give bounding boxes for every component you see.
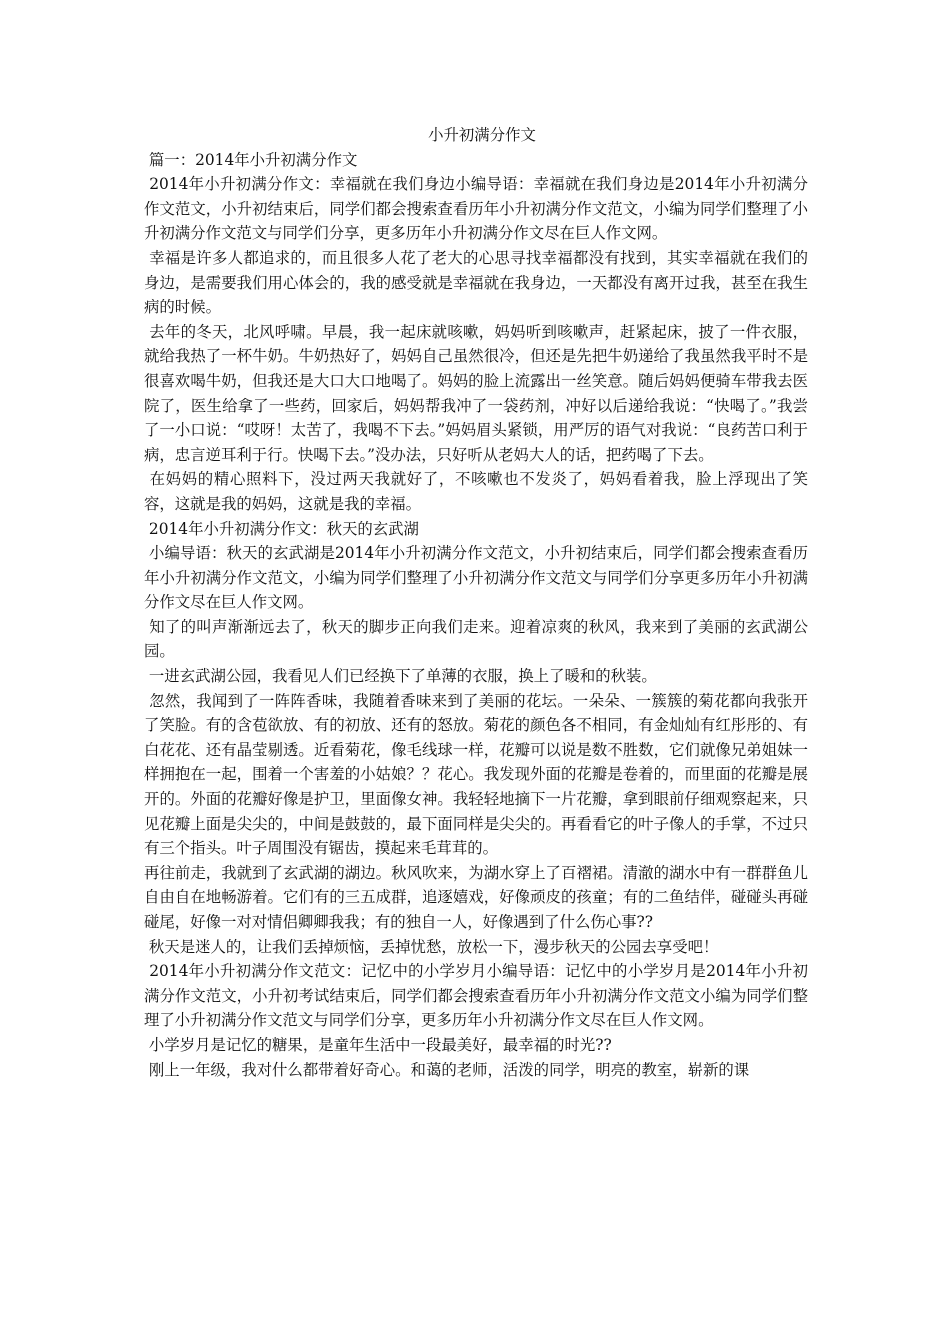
paragraph: 秋天是迷人的，让我们丢掉烦恼，丢掉忧愁，放松一下，漫步秋天的公园去享受吧！ (144, 937, 719, 956)
paragraph: 2014年小升初满分作文：秋天的玄武湖 (144, 519, 419, 538)
paragraph: 幸福是许多人都追求的，而且很多人花了老大的心思寻找幸福都没有找到，其实幸福就在我们的身边，是需要我们用心体会的，我的感受就是幸福就在我身边，一天都没有离开过我，甚至在我生病的时候。 (144, 248, 808, 317)
paragraph: 去年的冬天，北风呼啸。早晨，我一起床就咳嗽，妈妈听到咳嗽声，赶紧起床，披了一件衣服，就给我热了一杯牛奶。牛奶热好了，妈妈自己虽然很冷，但还是先把牛奶递给了我虽然我平时不是很喜欢喝牛奶，但我还是大口大口地喝了。妈妈的脸上流露出一丝笑意。随后妈妈便骑车带我去医院了，医生给拿了一些药，回家后，妈妈帮我冲了一袋药剂，冲好以后递给我说：“快喝了。”我尝了一小口说：“哎呀！太苦了，我喝不下去。”妈妈眉头紧锁，用严厉的语气对我说：“良药苦口利于病，忠言逆耳利于行。快喝下去。”没办法，只好听从老妈大人的话，把药喝了下去。 (144, 322, 808, 464)
paragraph: 小编导语：秋天的玄武湖是2014年小升初满分作文范文，小升初结束后，同学们都会搜索查看历年小升初满分作文范文，小编为同学们整理了小升初满分作文范文与同学们分享更多历年小升初满分作文尽在巨人作文网。 (144, 544, 808, 612)
document-title: 小升初满分作文 (428, 126, 536, 144)
paragraph: 2014年小升初满分作文：幸福就在我们身边小编导语：幸福就在我们身边是2014年小升初满分作文范文，小升初结束后，同学们都会搜索查看历年小升初满分作文范文，小编为同学们整理了小升初满分作文范文与同学们分享，更多历年小升初满分作文尽在巨人作文网。 (144, 175, 808, 243)
paragraph: 忽然，我闻到了一阵阵香味，我随着香味来到了美丽的花坛。一朵朵、一簇簇的菊花都向我张开了笑脸。有的含苞欲放、有的初放、还有的怒放。菊花的颜色各不相同，有金灿灿有红彤彤的、有白花花、还有晶莹剔透。近看菊花，像毛线球一样，花瓣可以说是数不胜数，它们就像兄弟姐妹一样拥抱在一起，围着一个害羞的小姑娘？？花心。我发现外面的花瓣是卷着的，而里面的花瓣是展开的。外面的花瓣好像是护卫，里面像女神。我轻轻地摘下一片花瓣，拿到眼前仔细观察起来，只见花瓣上面是尖尖的，中间是鼓鼓的，最下面同样是尖尖的。再看看它的叶子像人的手掌，不过只有三个指头。叶子周围没有锯齿，摸起来毛茸茸的。 (144, 691, 808, 858)
paragraph: 再往前走，我就到了玄武湖的湖边。秋风吹来，为湖水穿上了百褶裙。清澈的湖水中有一群群鱼儿自由自在地畅游着。它们有的三五成群，追逐嬉戏，好像顽皮的孩童；有的二鱼结伴，碰碰头再碰碰尾，好像一对对情侣卿卿我我；有的独自一人，好像遇到了什么伤心事?? (144, 863, 808, 931)
paragraph: 知了的叫声渐渐远去了，秋天的脚步正向我们走来。迎着凉爽的秋风，我来到了美丽的玄武湖公园。 (144, 617, 808, 661)
paragraph: 在妈妈的精心照料下，没过两天我就好了，不咳嗽也不发炎了，妈妈看着我，脸上浮现出了笑容，这就是我的妈妈，这就是我的幸福。 (144, 470, 808, 513)
paragraph: 小学岁月是记忆的糖果，是童年生活中一段最美好，最幸福的时光?? (144, 1035, 612, 1054)
paragraph: 篇一：2014年小升初满分作文 (144, 150, 358, 169)
paragraph: 刚上一年级，我对什么都带着好奇心。和蔼的老师，活泼的同学，明亮的教室，崭新的课 (144, 1060, 750, 1079)
paragraph: 一进玄武湖公园，我看见人们已经换下了单薄的衣服，换上了暖和的秋装。 (144, 667, 657, 686)
document-body (144, 123, 808, 1082)
paragraph: 2014年小升初满分作文范文：记忆中的小学岁月小编导语：记忆中的小学岁月是2014年小升初满分作文范文，小升初考试结束后，同学们都会搜索查看历年小升初满分作文范文小编为同学们整理了小升初满分作文范文与同学们分享，更多历年小升初满分作文尽在巨人作文网。 (144, 962, 808, 1030)
